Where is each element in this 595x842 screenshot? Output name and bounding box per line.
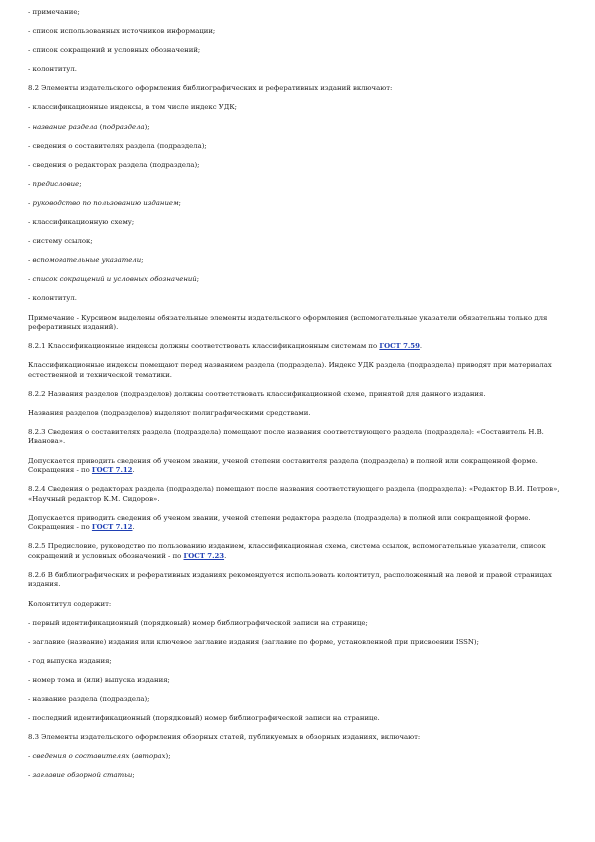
clause-paragraph	[28, 542, 577, 561]
list-item: - сведения о редакторах раздела (подраздела);	[28, 160, 200, 169]
italic-text: предисловие	[32, 179, 80, 188]
list-item: - заглавие (название) издания или ключевое заглавие издания (заглавие по форме, установленной при присвоении ISSN);	[28, 637, 479, 646]
list-item: - классификационную схему;	[28, 218, 135, 227]
text-run: Допускается приводить сведения об ученом звании, ученой степени редактора раздела (подраздела) в полной или сокращенной форме. Сокращения - по	[28, 513, 531, 532]
text-run: -	[28, 256, 33, 265]
text-run: -	[28, 771, 33, 780]
clause-paragraph: 8.2.3 Сведения о составителях раздела (подраздела) помещают после названия соответствующего раздела (подраздела): «Составитель Н.В. Иванова».	[28, 427, 544, 446]
list-item: - последний идентификационный (порядковый) номер библиографической записи на странице.	[28, 714, 380, 723]
text-run: 8.2.1 Классификационные индексы должны соответствовать классификационным системам по	[28, 342, 380, 351]
list-item	[28, 123, 577, 133]
body-paragraph: Колонтитул содержит:	[28, 599, 112, 608]
text-run: .	[132, 523, 135, 532]
text-run: 8.2.5 Предисловие, руководство по пользованию изданием, классификационная схема, система ссылок, вспомогательные указатели, список сокращений и условных обозначений - по	[28, 542, 546, 560]
italic-text: заглавие обзорной статьи	[32, 771, 133, 780]
italic-text: руководство по пользованию изданием	[32, 198, 179, 207]
gost-link[interactable]: ГОСТ 7.59	[379, 342, 420, 351]
body-paragraph: Классификационные индексы помещают перед названием раздела (подраздела). Индекс УДК раздела (подраздела) приводят при материалах естественной и технической тематики.	[28, 361, 552, 379]
clause-paragraph: 8.2.4 Сведения о редакторах раздела (подраздела) помещают после названия соответствующего раздела (подраздела): «Редактор В.И. Петров», «Научный редактор К.М. Сидоров».	[28, 485, 560, 503]
gost-link[interactable]: ГОСТ 7.12	[91, 523, 133, 532]
clause-paragraph	[28, 342, 577, 352]
list-item: - год выпуска издания;	[28, 656, 112, 665]
text-run: -	[28, 122, 33, 131]
list-item: - номер тома и (или) выпуска издания;	[28, 675, 170, 684]
list-item: - колонтитул.	[28, 294, 77, 303]
gost-link[interactable]: ГОСТ 7.12	[91, 466, 133, 475]
list-item: - сведения о составителях раздела (подраздела);	[28, 141, 207, 150]
list-item	[28, 256, 577, 266]
text-run: -	[28, 179, 33, 188]
clause-paragraph: 8.3 Элементы издательского оформления обзорных статей, публикуемых в обзорных изданиях, включают:	[28, 733, 421, 742]
body-paragraph: Названия разделов (подразделов) выделяют полиграфическими средствами.	[28, 408, 311, 417]
text-run: .	[224, 551, 227, 560]
list-item	[28, 199, 577, 209]
clause-paragraph: 8.2.6 В библиографических и реферативных изданиях рекомендуется использовать колонтитул, расположенный на левой и правой страницах издания.	[28, 570, 552, 589]
text-run: );	[144, 122, 150, 131]
list-item: - список сокращений и условных обозначений;	[28, 46, 201, 55]
list-item	[28, 771, 577, 781]
list-item: - классификационные индексы, в том числе индекс УДК;	[28, 103, 238, 112]
text-run: );	[165, 752, 171, 761]
text-run: .	[132, 466, 135, 475]
italic-text: список сокращений и условных обозначений	[32, 275, 197, 284]
text-run: -	[28, 275, 33, 284]
list-item	[28, 180, 577, 190]
italic-text: авторах	[134, 752, 166, 761]
list-item: - первый идентификационный (порядковый) номер библиографической записи на странице;	[28, 618, 368, 627]
list-item	[28, 275, 577, 285]
list-item	[28, 752, 577, 762]
list-item: - систему ссылок;	[28, 237, 93, 246]
list-item: - список использованных источников информации;	[28, 27, 216, 36]
italic-text: вспомогательные указатели	[32, 256, 142, 265]
clause-paragraph: 8.2.2 Названия разделов (подразделов) должны соответствовать классификационной схеме, принятой для данного издания.	[28, 389, 486, 398]
text-run: ;	[132, 771, 135, 780]
italic-text: подраздела	[102, 122, 145, 131]
list-item: - колонтитул.	[28, 65, 77, 74]
body-paragraph	[28, 457, 577, 476]
text-run: ;	[79, 179, 82, 188]
text-run: (	[129, 752, 135, 761]
text-run: -	[28, 198, 33, 207]
text-run: .	[419, 342, 423, 351]
list-item: - примечание;	[28, 8, 80, 16]
text-run: (	[97, 122, 103, 131]
text-run: -	[28, 752, 33, 761]
text-run: ;	[196, 275, 200, 284]
list-item: - название раздела (подраздела);	[28, 695, 150, 703]
body-paragraph	[28, 514, 577, 533]
italic-text: сведения о составителях	[32, 752, 130, 761]
note-paragraph: Примечание - Курсивом выделены обязательные элементы издательского оформления (вспомогательные указатели обязательны только для реферативных изданий).	[28, 313, 548, 331]
text-run: Допускается приводить сведения об ученом звании, ученой степени составителя раздела (подраздела) в полной или сокращенной форме. Сокращения - по	[28, 456, 538, 475]
clause-paragraph: 8.2 Элементы издательского оформления библиографических и реферативных изданий включают:	[28, 84, 393, 93]
italic-text: название раздела	[32, 122, 98, 131]
gost-link[interactable]: ГОСТ 7.23	[183, 551, 225, 560]
text-run: ;	[141, 256, 144, 265]
text-run: ;	[178, 198, 181, 207]
